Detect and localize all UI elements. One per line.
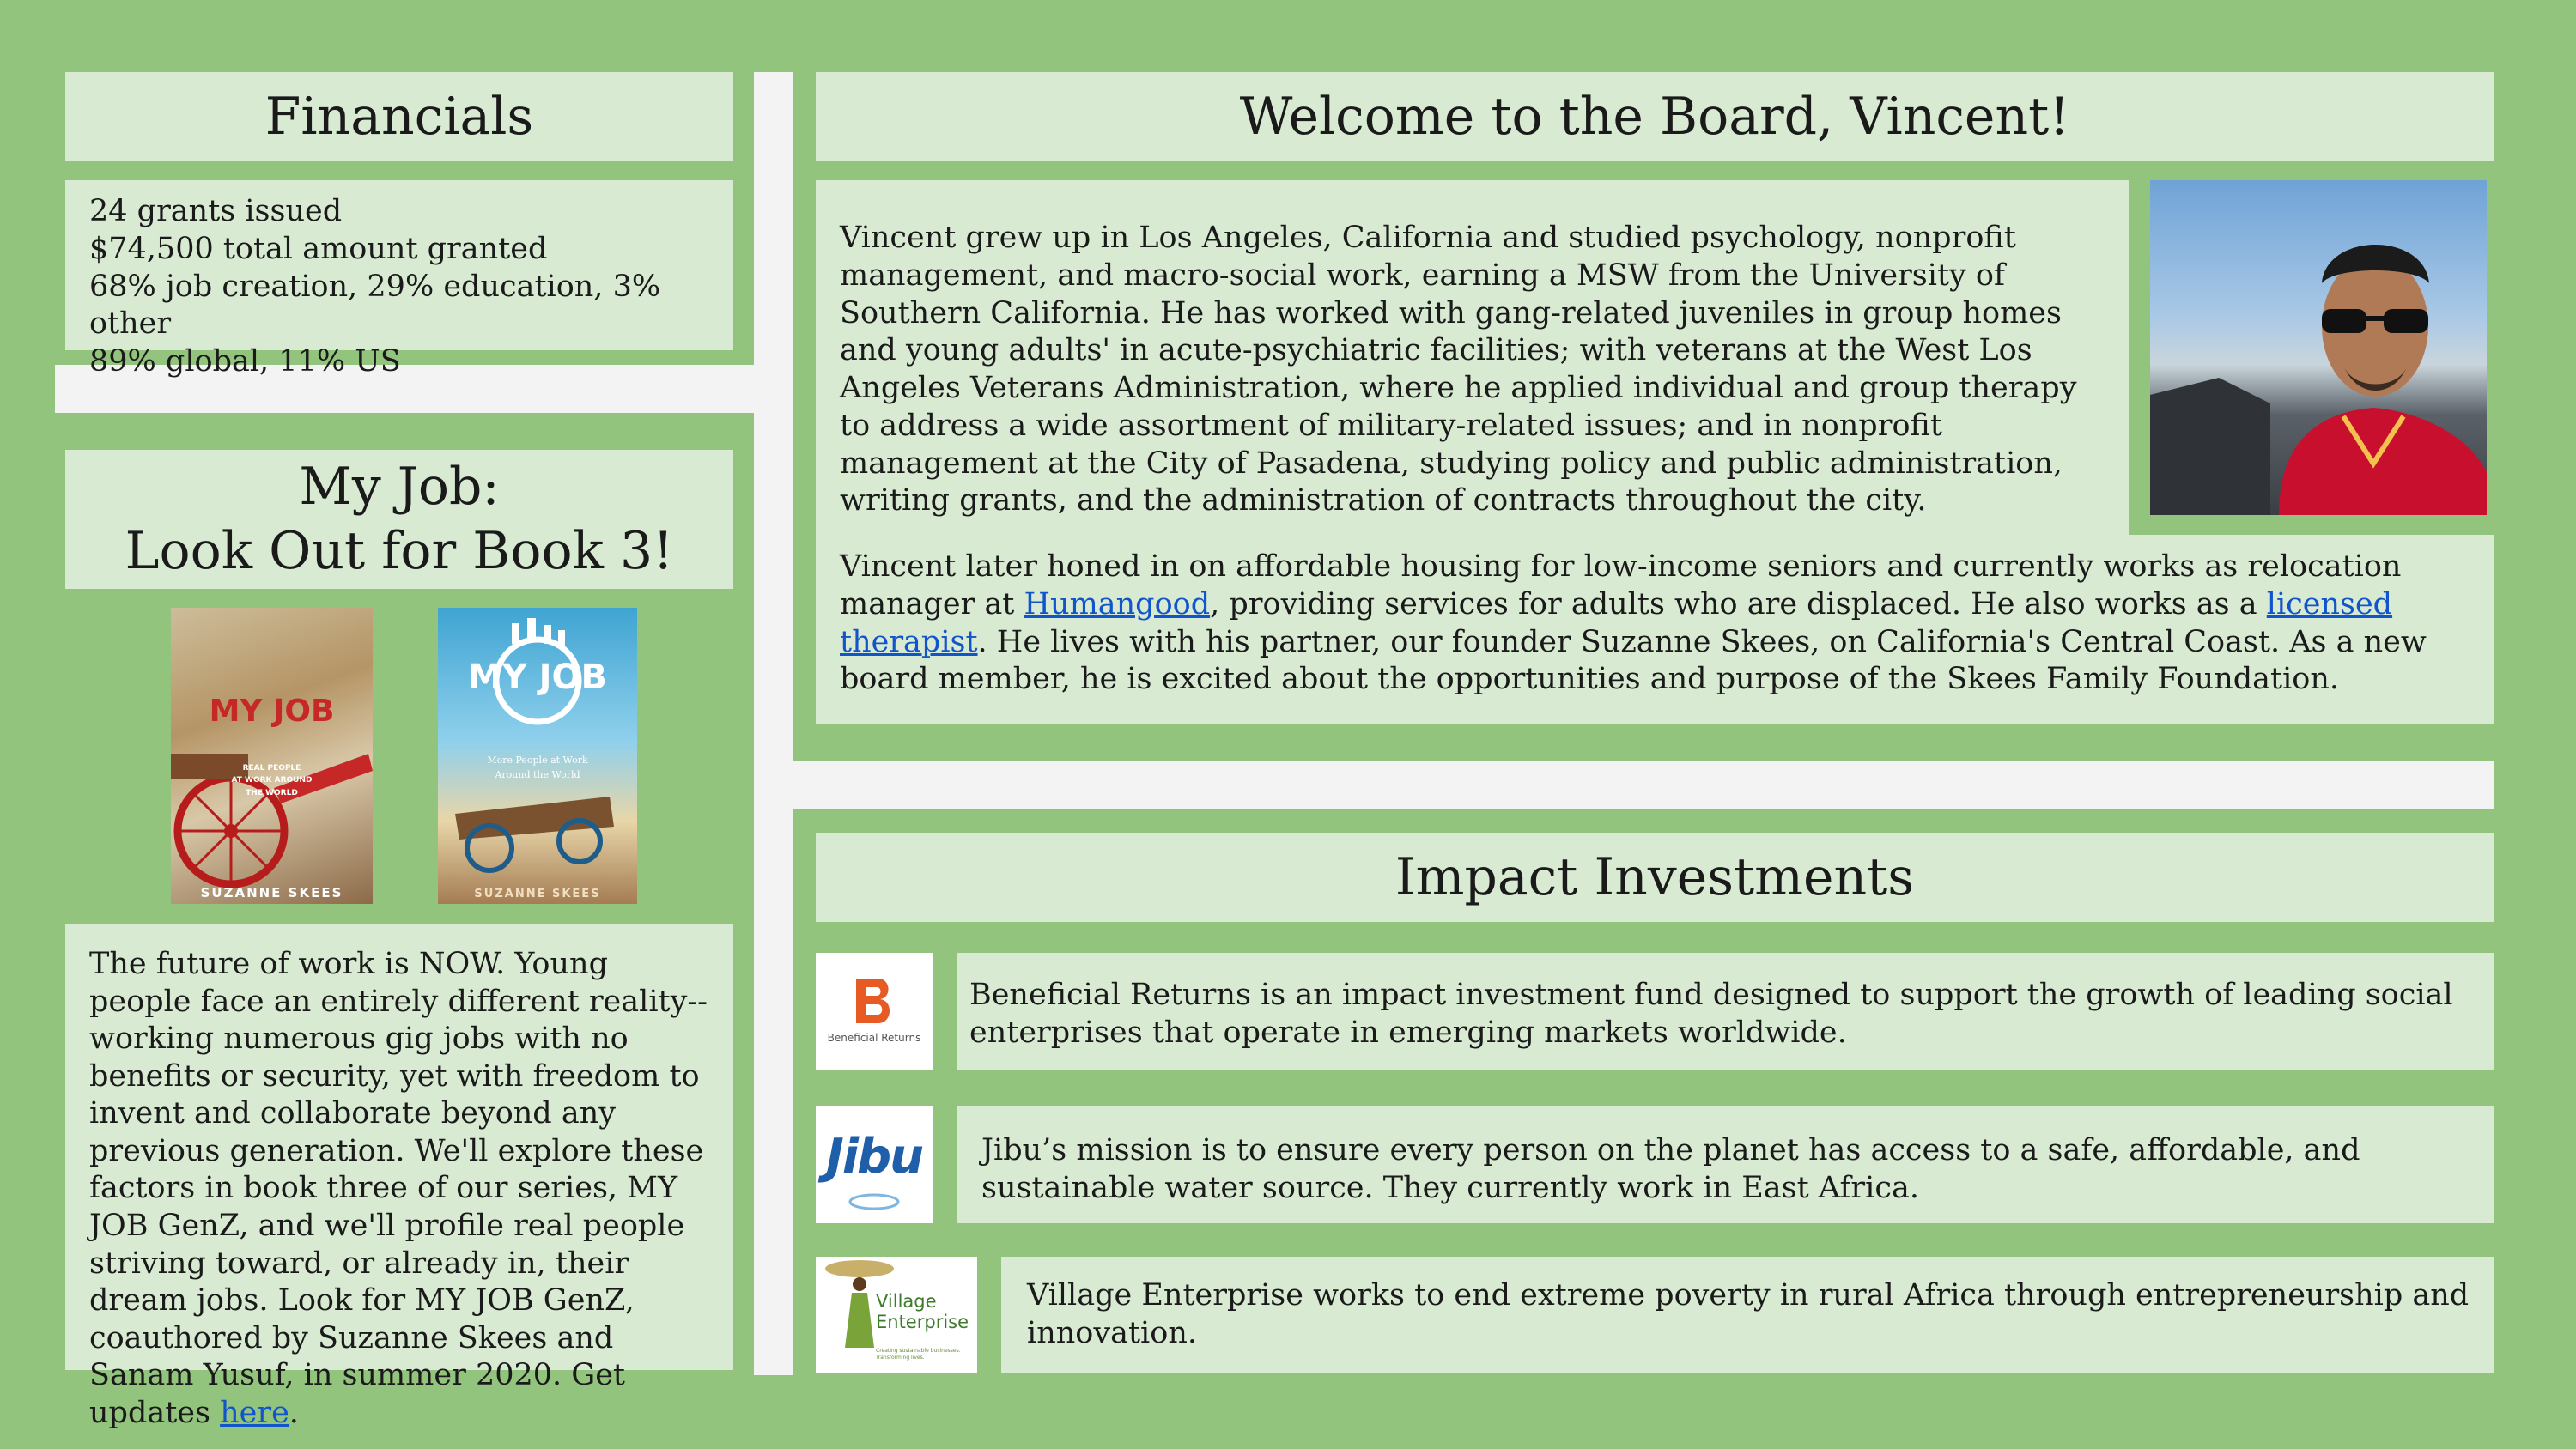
book2-author: SUZANNE SKEES bbox=[474, 888, 601, 900]
financials-title: Financials bbox=[65, 72, 733, 161]
welcome-bio-paragraph-2: Vincent later honed in on affordable housing for low-income seniors and currently works as relocation manager at Humangood, providing services for adults who are displaced. He also works as a licensed therapist. He lives with his partner, our founder Suzanne Skees, on California's Central Coast. As a new board member, he is excited about the opportunities and purpose of the Skees Family Foundation. bbox=[816, 535, 2494, 724]
book2-subtitle: More People at Work Around the World bbox=[487, 755, 588, 780]
water-ripple-icon bbox=[848, 1192, 900, 1211]
book1-subtitle: REAL PEOPLE AT WORK AROUND THE WORLD bbox=[231, 764, 313, 797]
village-enterprise-description: Village Enterprise works to end extreme poverty in rural Africa through entrepreneurship and innovation. bbox=[1001, 1257, 2494, 1373]
book1-title: MY JOB bbox=[209, 694, 335, 729]
jibu-description: Jibu’s mission is to ensure every person on the planet has access to a safe, affordable, and sustainable water source. They currently work in East Africa. bbox=[957, 1106, 2494, 1223]
beneficial-returns-logo bbox=[816, 953, 933, 1070]
village-enterprise-logo bbox=[816, 1257, 977, 1373]
beneficial-returns-mark-icon bbox=[853, 977, 896, 1025]
book2-title: MY JOB bbox=[467, 658, 608, 697]
myjob-title: My Job: Look Out for Book 3! bbox=[65, 450, 733, 589]
impact-title: Impact Investments bbox=[816, 833, 2494, 922]
welcome-title: Welcome to the Board, Vincent! bbox=[816, 72, 2494, 161]
village-enterprise-tagline: Creating sustainable businesses. Transforming lives. bbox=[876, 1348, 961, 1361]
financials-stats bbox=[65, 180, 733, 379]
beneficial-returns-logo-text: Beneficial Returns bbox=[827, 1032, 921, 1044]
jibu-logo-text: Jibu bbox=[826, 1129, 922, 1185]
jibu-logo bbox=[816, 1106, 933, 1223]
stat-total-granted: $74,500 total amount granted bbox=[89, 231, 548, 266]
portrait-illustration bbox=[2150, 180, 2487, 515]
get-updates-link[interactable]: here bbox=[220, 1395, 289, 1430]
village-enterprise-logo-text: Village Enterprise bbox=[876, 1291, 969, 1333]
left-vertical-divider bbox=[754, 72, 793, 1375]
rickshaw-illustration bbox=[171, 737, 373, 891]
stat-category-split: 68% job creation, 29% education, 3% other bbox=[89, 269, 661, 342]
right-horizontal-divider bbox=[793, 761, 2494, 809]
book-cover-my-job-2 bbox=[438, 608, 637, 904]
licensed-therapist-link[interactable]: licensed therapist bbox=[840, 586, 2393, 659]
vincent-photo bbox=[2150, 180, 2487, 515]
humangood-link[interactable]: Humangood bbox=[1024, 586, 1211, 621]
book1-author: SUZANNE SKEES bbox=[200, 885, 343, 900]
stat-grants-issued: 24 grants issued bbox=[89, 194, 343, 228]
welcome-bio-paragraph-1: Vincent grew up in Los Angeles, California and studied psychology, nonprofit management, and macro-social work, earning a MSW from the University of Southern California. He has worked with gang-related juveniles in group homes and young adults' in acute-psychiatric facilities; with veterans at the West Los Angeles Veterans Administration, where he applied individual and group therapy to address a wide assortment of military-related issues; and in nonprofit management at the City of Pasadena, studying policy and public administration, writing grants, and the administration of contracts throughout the city. bbox=[816, 180, 2129, 535]
stat-geographic-split: 89% global, 11% US bbox=[89, 344, 401, 379]
book-cover-my-job bbox=[171, 608, 373, 904]
myjob-description: The future of work is NOW. Young people face an entirely different reality--working numerous gig jobs with no benefits or security, yet with freedom to invent and collaborate beyond any previous generation. We'll explore these factors in book three of our series, MY JOB GenZ, and we'll profile real people striving toward, or already in, their dream jobs. Look for MY JOB GenZ, coauthored by Suzanne Skees and Sanam Yusuf, in summer 2020. Get updates here. bbox=[65, 924, 733, 1370]
cart-illustration bbox=[438, 779, 637, 874]
beneficial-returns-description: Beneficial Returns is an impact investment fund designed to support the growth of leading social enterprises that operate in emerging markets worldwide. bbox=[957, 953, 2494, 1070]
